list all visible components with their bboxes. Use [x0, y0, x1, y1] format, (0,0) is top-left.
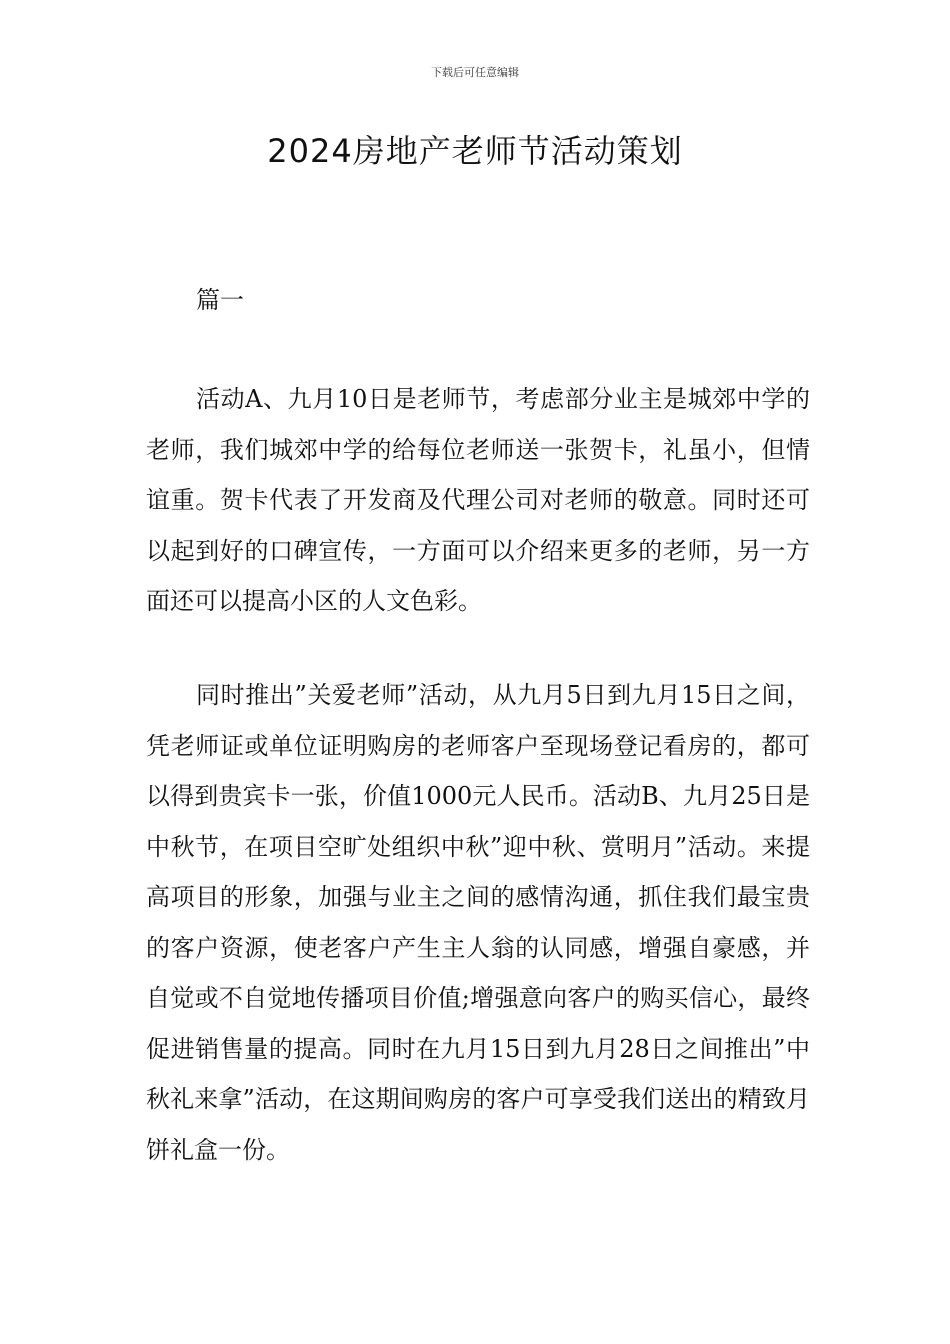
body-paragraph: 同时推出”关爱老师”活动，从九月5日到九月15日之间，凭老师证或单位证明购房的老师客户至现场登记看房的，都可以得到贵宾卡一张，价值1000元人民币。活动B、九月25日是中秋节，在项目空旷处组织中秋”迎中秋、赏明月”活动。来提高项目的形象，加强与业主之间的感情沟通，抓住我们最宝贵的客户资源，使老客户产生主人翁的认同感，增强自豪感，并自觉或不自觉地传播项目价值;增强意向客户的购买信心，最终促进销售量的提高。同时在九月15日到九月28日之间推出”中秋礼来拿”活动，在这期间购房的客户可享受我们送出的精致月饼礼盒一份。 — [146, 681, 810, 1164]
header-note: 下载后可任意编辑 — [431, 66, 519, 79]
body-paragraph: 活动A、九月10日是老师节，考虑部分业主是城郊中学的老师，我们城郊中学的给每位老师送一张贺卡，礼虽小，但情谊重。贺卡代表了开发商及代理公司对老师的敬意。同时还可以起到好的口碑宣传，一方面可以介绍来更多的老师，另一方面还可以提高小区的人文色彩。 — [146, 385, 810, 615]
document-title: 2024房地产老师节活动策划 — [267, 132, 683, 170]
section-label: 篇一 — [196, 286, 244, 314]
